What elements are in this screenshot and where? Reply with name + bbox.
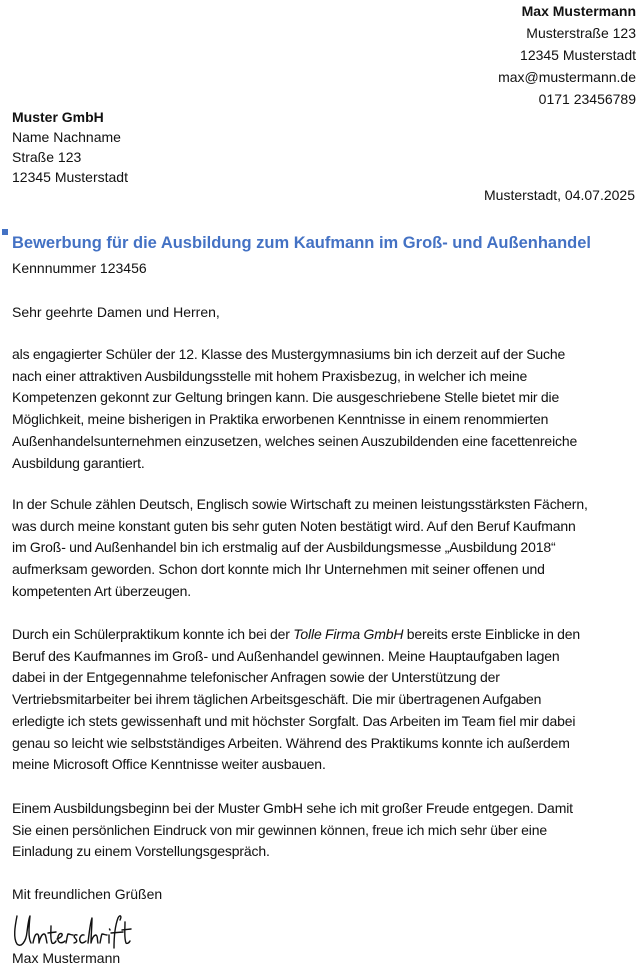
paragraph-line: was durch meine konstant guten bis sehr guten Noten bestätigt wird. Auf den Beruf Kaufmann <box>12 517 576 534</box>
closing-phrase: Mit freundlichen Grüßen <box>12 886 163 902</box>
paragraph-3 <box>12 624 639 776</box>
paragraph-line: kompetenten Art überzeugen. <box>12 582 192 599</box>
letter-subject: Bewerbung für die Ausbildung zum Kaufmann im Groß- und Außenhandel <box>12 234 592 252</box>
paragraph-line: Beruf des Kaufmannes im Groß- und Außenhandel gewinnen. Meine Hauptaufgaben lagen <box>12 647 560 664</box>
paragraph-line: In der Schule zählen Deutsch, Englisch sowie Wirtschaft zu meinen leistungsstärksten Fächern, <box>12 496 588 512</box>
paragraph-line: im Groß- und Außenhandel bin ich erstmalig auf der Ausbildungsmesse „Ausbildung 2018“ <box>12 539 556 556</box>
subject-marker <box>2 229 8 235</box>
paragraph-line: Einem Ausbildungsbeginn bei der Muster GmbH sehe ich mit großer Freude entgegen. Damit <box>12 800 573 816</box>
paragraph-line: Kompetenzen gekonnt zur Geltung bringen kann. Die ausgeschriebene Stelle bietet mir die <box>12 389 560 406</box>
paragraph-4 <box>12 798 639 863</box>
paragraph-line: Außenhandelsunternehmen einzusetzen, welches seinen Auszubildenden eine facettenreiche <box>12 432 578 449</box>
paragraph-line: dabei in der Entgegennahme telefonischer Anfragen sowie der Unterstützung der <box>12 669 500 686</box>
recipient-contact: Name Nachname <box>12 129 121 145</box>
internship-company: Tolle Firma GmbH <box>293 626 404 642</box>
salutation: Sehr geehrte Damen und Herren, <box>12 304 220 320</box>
letter-date: Musterstadt, 04.07.2025 <box>484 187 635 203</box>
sender-city: 12345 Musterstadt <box>520 47 636 63</box>
reference-number: Kennnummer 123456 <box>12 260 147 276</box>
paragraph-line: Vertriebsmitarbeiter bei ihrem täglichen Arbeitsgeschäft. Die mir übertragenen Aufgaben <box>12 691 542 708</box>
paragraph-line: Möglichkeit, meine bisherigen in Praktika erworbenen Kenntnisse in einem renommierten <box>12 411 549 428</box>
paragraph-line: Sie einen persönlichen Eindruck von mir gewinnen können, freue ich mich sehr über eine <box>12 821 547 838</box>
signature-name: Max Mustermann <box>12 950 121 966</box>
sender-email: max@mustermann.de <box>498 69 636 85</box>
paragraph-line <box>12 624 639 646</box>
recipient-city: 12345 Musterstadt <box>12 169 128 185</box>
paragraph-line: Einladung zu einem Vorstellungsgespräch. <box>12 843 270 860</box>
recipient-block <box>12 107 128 187</box>
sender-block <box>498 0 636 110</box>
paragraph-line: genau so leicht wie selbstständiges Arbeiten. Während des Praktikums konnte ich außerdem <box>12 734 570 751</box>
paragraph-1 <box>12 344 639 474</box>
sender-name: Max Mustermann <box>521 3 636 19</box>
paragraph-2 <box>12 494 639 603</box>
recipient-street: Straße 123 <box>12 149 82 165</box>
paragraph-line: als engagierter Schüler der 12. Klasse des Mustergymnasiums bin ich derzeit auf der Suche <box>12 346 566 362</box>
paragraph-line: nach einer attraktiven Ausbildungsstelle mit hohem Praxisbezug, in welcher ich meine <box>12 367 528 384</box>
sender-street: Musterstraße 123 <box>526 25 636 41</box>
paragraph-line: aufmerksam geworden. Schon dort konnte mich Ihr Unternehmen mit seiner offenen und <box>12 561 545 578</box>
paragraph-line: Ausbildung garantiert. <box>12 454 145 471</box>
paragraph-line: erledigte ich stets gewissenhaft und mit höchster Sorgfalt. Das Arbeiten im Team fiel mir dabei <box>12 712 576 729</box>
handwritten-signature <box>10 908 135 953</box>
paragraph-text: bereits erste Einblicke in den <box>403 626 581 642</box>
paragraph-line: meine Microsoft Office Kenntnisse weiter ausbauen. <box>12 756 326 773</box>
paragraph-text: Durch ein Schülerpraktikum konnte ich bei der <box>12 626 294 642</box>
sender-phone: 0171 23456789 <box>538 91 636 107</box>
recipient-company: Muster GmbH <box>12 109 104 125</box>
